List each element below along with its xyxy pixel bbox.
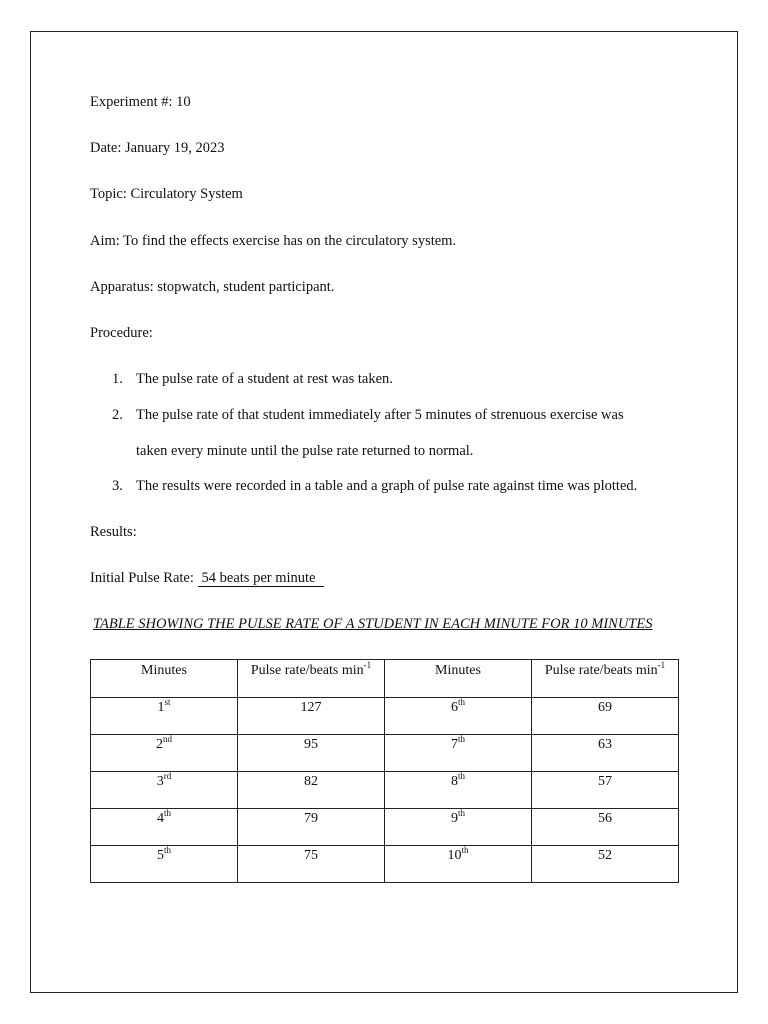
minute-number: 1: [157, 700, 165, 715]
ordinal-suffix: nd: [163, 734, 172, 744]
table-row: [91, 846, 679, 883]
minute-cell: [385, 846, 532, 883]
minute-number: 8: [450, 774, 458, 789]
ordinal-suffix: th: [457, 697, 465, 707]
header-pulse-label: Pulse rate/beats min: [250, 663, 364, 678]
header-minutes-label: Minutes: [141, 663, 187, 678]
results-heading: Results:: [90, 524, 137, 540]
pulse-cell: 79: [238, 809, 385, 846]
header-pulse-rate: [238, 660, 385, 698]
procedure-step-text: The pulse rate of that student immediately after 5 minutes of strenuous exercise was: [136, 407, 624, 423]
experiment-number: Experiment #: 10: [90, 94, 191, 110]
ordinal-suffix: rd: [163, 771, 172, 781]
header-pulse-unit-exponent: -1: [363, 660, 372, 670]
minute-number: 9: [450, 811, 458, 826]
table-title: TABLE SHOWING THE PULSE RATE OF A STUDENT IN EACH MINUTE FOR 10 MINUTES: [93, 616, 653, 632]
table-row: [91, 735, 679, 772]
table-row: [91, 809, 679, 846]
header-pulse-rate: [532, 660, 679, 698]
ordinal-suffix: th: [457, 808, 465, 818]
minute-cell: [91, 846, 238, 883]
minute-number: 10: [447, 848, 462, 863]
initial-pulse-value: 54 beats per minute: [198, 570, 324, 587]
initial-pulse-label: Initial Pulse Rate:: [90, 570, 194, 586]
pulse-cell: 75: [238, 846, 385, 883]
minute-cell: [385, 772, 532, 809]
pulse-cell: 57: [532, 772, 679, 809]
table-row: [91, 698, 679, 735]
initial-pulse-rate: [90, 569, 324, 587]
topic-line: Topic: Circulatory System: [90, 186, 243, 202]
pulse-rate-table: [90, 659, 679, 883]
table-row: [91, 772, 679, 809]
ordinal-suffix: th: [163, 845, 171, 855]
minute-cell: [91, 735, 238, 772]
minute-cell: [385, 809, 532, 846]
minute-cell: [91, 809, 238, 846]
procedure-heading: Procedure:: [90, 325, 153, 341]
minute-number: 7: [450, 737, 458, 752]
procedure-step-number: 3.: [112, 478, 123, 494]
minute-cell: [385, 735, 532, 772]
procedure-step-text: taken every minute until the pulse rate returned to normal.: [136, 443, 474, 459]
minute-number: 2: [156, 737, 163, 752]
ordinal-suffix: th: [163, 808, 171, 818]
minute-number: 6: [450, 700, 458, 715]
ordinal-suffix: th: [457, 734, 465, 744]
ordinal-suffix: th: [457, 771, 465, 781]
header-minutes: [385, 660, 532, 698]
pulse-cell: 69: [532, 698, 679, 735]
minute-cell: [385, 698, 532, 735]
pulse-cell: 82: [238, 772, 385, 809]
aim-line: Aim: To find the effects exercise has on the circulatory system.: [90, 233, 457, 249]
header-pulse-label: Pulse rate/beats min: [544, 663, 658, 678]
header-minutes: [91, 660, 238, 698]
minute-cell: [91, 772, 238, 809]
header-minutes-label: Minutes: [435, 663, 481, 678]
procedure-step-number: 1.: [112, 371, 123, 387]
minute-number: 4: [156, 811, 164, 826]
pulse-cell: 52: [532, 846, 679, 883]
pulse-cell: 63: [532, 735, 679, 772]
procedure-step-number: 2.: [112, 407, 123, 423]
apparatus-line: Apparatus: stopwatch, student participant.: [90, 279, 335, 295]
table-header-row: [91, 660, 679, 698]
procedure-step-text: The pulse rate of a student at rest was taken.: [136, 371, 393, 387]
header-pulse-unit-exponent: -1: [657, 660, 666, 670]
minute-number: 3: [156, 774, 164, 789]
minute-number: 5: [156, 848, 164, 863]
minute-cell: [91, 698, 238, 735]
pulse-cell: 127: [238, 698, 385, 735]
pulse-cell: 56: [532, 809, 679, 846]
ordinal-suffix: th: [461, 845, 469, 855]
procedure-step-text: The results were recorded in a table and a graph of pulse rate against time was plotted.: [136, 478, 638, 494]
ordinal-suffix: st: [164, 697, 171, 707]
date-line: Date: January 19, 2023: [90, 140, 225, 156]
pulse-cell: 95: [238, 735, 385, 772]
